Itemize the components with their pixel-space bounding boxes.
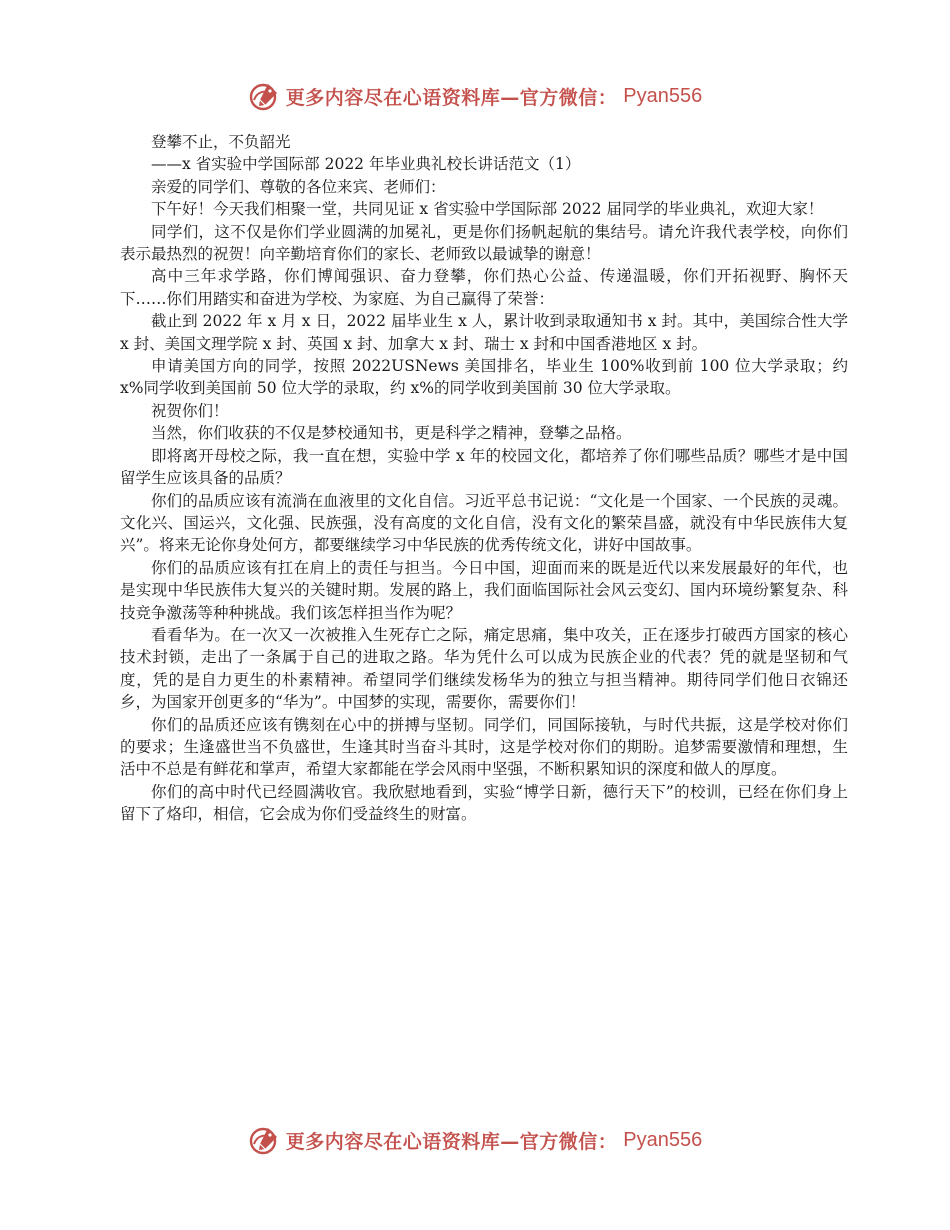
paragraph: 同学们，这不仅是你们学业圆满的加冕礼，更是你们扬帆起航的集结号。请允许我代表学校，向你们表示最热烈的祝贺！向辛勤培育你们的家长、老师致以最诚挚的谢意！ — [120, 222, 848, 264]
paragraph: 祝贺你们！ — [151, 401, 229, 420]
paragraph: 亲爱的同学们、尊敬的各位来宾、老师们： — [151, 177, 446, 196]
paragraph: 你们的高中时代已经圆满收官。我欣慰地看到，实验“博学日新，德行天下”的校训，已经在你们身上留下了烙印，相信，它会成为你们受益终生的财富。 — [120, 782, 848, 824]
paragraph: 截止到 2022 年 x 月 x 日，2022 届毕业生 x 人，累计收到录取通知书 x 封。其中，美国综合性大学 x 封、美国文理学院 x 封、英国 x 封、加拿大 x 封、瑞士 x 封和中国香港地区 x 封。 — [120, 312, 848, 353]
watermark-wechat-id: Pyan556 — [623, 84, 703, 107]
paragraph: 即将离开母校之际，我一直在想，实验中学 x 年的校园文化，都培养了你们哪些品质？哪些才是中国留学生应该具备的品质？ — [120, 446, 848, 488]
paragraph: 你们的品质还应该有镌刻在心中的拼搏与坚韧。同学们，同国际接轨，与时代共振，这是学校对你们的要求；生逢盛世当不负盛世，生逢其时当奋斗其时，这是学校对你们的期盼。追梦需要激情和理想，生活中不总是有鲜花和掌声，希望大家都能在学会风雨中坚强，不断积累知识的深度和做人的厚度。 — [120, 715, 848, 779]
document-body — [120, 131, 848, 826]
pen-logo-icon — [248, 1124, 280, 1156]
footer-watermark — [0, 1124, 950, 1156]
watermark-text: 更多内容尽在心语资料库—官方微信： — [285, 86, 618, 109]
pen-logo-icon — [248, 80, 280, 112]
paragraph: 申请美国方向的同学，按照 2022USNews 美国排名，毕业生 100%收到前 100 位大学录取；约 x%同学收到美国前 50 位大学的录取，约 x%的同学收到美国前 30 位大学录取。 — [120, 357, 848, 398]
document-subtitle: ——x 省实验中学国际部 2022 年毕业典礼校长讲话范文（1） — [151, 155, 581, 174]
paragraph: 高中三年求学路，你们博闻强识、奋力登攀，你们热心公益、传递温暖，你们开拓视野、胸怀天下……你们用踏实和奋进为学校、为家庭、为自己赢得了荣誉： — [120, 267, 848, 308]
watermark-text: 更多内容尽在心语资料库—官方微信： — [285, 1130, 618, 1153]
document-title: 登攀不止，不负韶光 — [151, 133, 291, 151]
header-watermark — [0, 80, 950, 112]
paragraph: 你们的品质应该有扛在肩上的责任与担当。今日中国，迎面而来的既是近代以来发展最好的年代，也是实现中华民族伟大复兴的关键时期。发展的路上，我们面临国际社会风云变幻、国内环境纷繁复杂、科技竞争激荡等种种挑战。我们该怎样担当作为呢？ — [120, 558, 848, 622]
paragraph: 你们的品质应该有流淌在血液里的文化自信。习近平总书记说：“文化是一个国家、一个民族的灵魂。文化兴、国运兴，文化强、民族强，没有高度的文化自信，没有文化的繁荣昌盛，就没有中华民族伟大复兴”。将来无论你身处何方，都要继续学习中华民族的优秀传统文化，讲好中国故事。 — [120, 491, 848, 555]
paragraph: 下午好！今天我们相聚一堂，共同见证 x 省实验中学国际部 2022 届同学的毕业典礼，欢迎大家！ — [151, 200, 824, 219]
watermark-wechat-id: Pyan556 — [623, 1128, 703, 1151]
paragraph: 看看华为。在一次又一次被推入生死存亡之际，痛定思痛，集中攻关，正在逐步打破西方国家的核心技术封锁，走出了一条属于自己的进取之路。华为凭什么可以成为民族企业的代表？凭的就是坚韧和气度，凭的是自力更生的朴素精神。希望同学们继续发杨华为的独立与担当精神。期待同学们他日衣锦还乡，为国家开创更多的“华为”。中国梦的实现，需要你，需要你们！ — [120, 625, 848, 712]
paragraph: 当然，你们收获的不仅是梦校通知书，更是科学之精神，登攀之品格。 — [151, 424, 632, 443]
